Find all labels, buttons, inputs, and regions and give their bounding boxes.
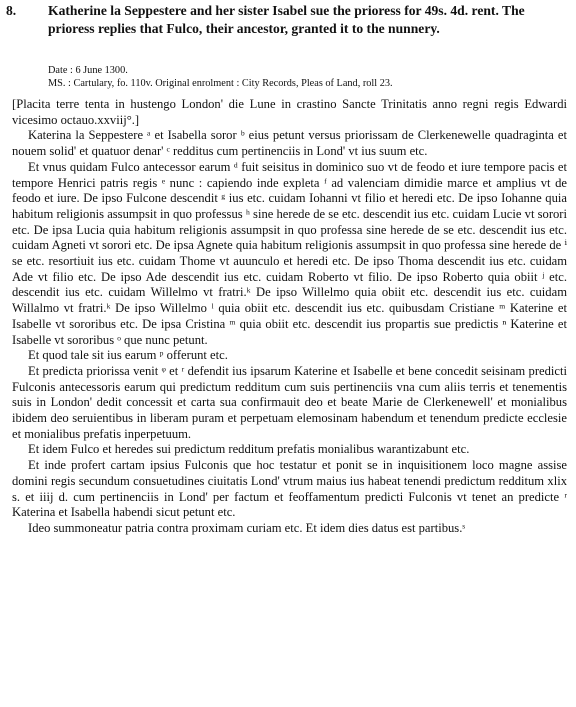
- text-paragraph-2: Et vnus quidam Fulco antecessor earum ᵈ fuit seisitus in dominico suo vt de feodo et iure tempore pacis et tempore Henrici patris regis ᵉ nunc : capiendo inde expleta ᶠ ad valenciam dimidie marce et amplius vt de feodo et iure. De ipso Fulcone descendit ᵍ ius etc. cuidam Iohanni vt filio et heredi etc. De ipso Iohanne quia habitum religionis assumpsit in quo professus ʰ sine herede de se etc. descendit ius etc. cuidam Lucie vt sorori etc. De ipsa Lucia quia habitum religionis assumpsit in quo professa sine herede de se etc. descendit ius etc. cuidam Agneti vt sorori etc. De ipsa Agnete quia habitum religionis assumpsit in quo professa sine herede de ⁱ se etc. resortiuit ius etc. cuidam Thome vt auunculo et heredi etc. De ipso Thoma descendit ius etc. cuidam Ade vt filio etc. De ipso Ade descendit ius etc. cuidam Roberto vt filio. De ipso Roberto quia obiit ʲ etc. descendit ius etc. cuidam Willelmo vt fratri.ᵏ De ipso Willelmo quia obiit etc. descendit ius etc. cuidam Willalmo vt fratri.ᵏ De ipso Willelmo ˡ quia obiit etc. descendit ius etc. quibusdam Cristiane ᵐ Katerine et Isabelle vt sororibus etc. De ipsa Cristina ᵐ quia obiit etc. descendit ius propartis sue predictis ⁿ Katerine et Isabelle vt sororibus ᵒ que nunc petunt.: [12, 159, 567, 347]
- text-paragraph-3: Et quod tale sit ius earum ᵖ offerunt etc.: [28, 348, 228, 363]
- text-paragraph-6: Et inde profert cartam ipsius Fulconis que hoc testatur et ponit se in inquisitionem loco magne assise domini regis secundum consuetudines ciuitatis Lond' vtrum maius ius habeat tenendi predictum redditum xlix s. et iiij d. cum pertinenciis in Lond' per factum et feoffamentum predicti Fulconis vt tenet an predicte ʳ Katerina et Isabella habendi sicut petunt etc.: [12, 458, 567, 520]
- entry-title: Katherine la Seppestere and her sister Isabel sue the prioress for 49s. 4d. rent. The prioress replies that Fulco, their ancestor, granted it to the nunnery.: [48, 3, 525, 36]
- entry-manuscript: MS. : Cartulary, fo. 110v. Original enrolment : City Records, Pleas of Land, roll 23.: [48, 78, 393, 89]
- placitum-heading: [Placita terre tenta in hustengo London' die Lune in crastino Sancte Trinitatis anno regni regis Edwardi vicesimo octauo.xxviij°.]: [12, 97, 567, 127]
- latin-text: [12, 97, 567, 537]
- entry-number: 8.: [6, 3, 17, 18]
- text-paragraph-1: Katerina la Seppestere ᵃ et Isabella soror ᵇ eius petunt versus priorissam de Clerkenewelle quadraginta et nouem solid' et quatuor denar' ᶜ redditus cum pertinenciis in Lond' vt ius suum etc.: [12, 128, 567, 159]
- text-paragraph-5: Et idem Fulco et heredes sui predictum redditum prefatis monialibus warantizabunt etc.: [28, 442, 470, 457]
- text-paragraph-4: Et predicta priorissa venit ᵠ et ʳ defendit ius ipsarum Katerine et Isabelle et bene concedit seisinam predicti Fulconis antecessoris earum qui predictum redditum cum suis pertinenciis vna cum aliis terris et tenementis suis in London' dedit concessit et carta sua confirmauit deo et beate Marie de Clerkenewell' et monialibus ibidem deo seruientibus in liberam puram et perpetuam elemosinam habendum et tenendum predicte ecclesie et monialibus prefatis inperpetuum.: [12, 363, 567, 441]
- entry-date: Date : 6 June 1300.: [48, 65, 128, 76]
- text-paragraph-7: Ideo summoneatur patria contra proximam curiam etc. Et idem dies datus est partibus.ˢ: [28, 520, 466, 535]
